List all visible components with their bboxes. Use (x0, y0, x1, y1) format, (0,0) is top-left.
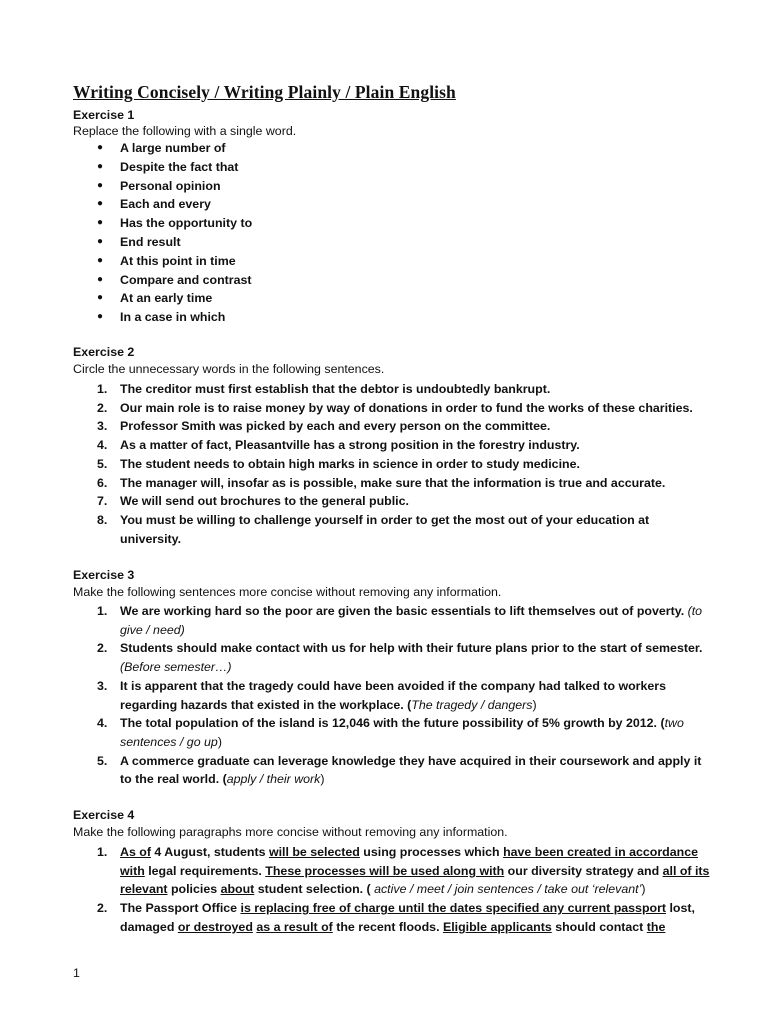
list-item: ● In a case in which (73, 308, 252, 327)
list-item: 1. The creditor must first establish that the debtor is undoubtedly bankrupt. (97, 382, 551, 396)
exercise-2-list (73, 380, 693, 548)
list-item: 1. We are working hard so the poor are given the basic essentials to lift themselves out of poverty. (to give / need) (97, 604, 703, 637)
bullet-icon: ● (97, 254, 104, 266)
list-item: 8. You must be willing to challenge yourself in order to get the most out of your education at university. (97, 512, 650, 546)
exercise-1-instruction: Replace the following with a single word. (73, 124, 297, 138)
bullet-icon: ● (97, 142, 104, 153)
exercise-2-instruction: Circle the unnecessary words in the following sentences. (73, 362, 385, 376)
page-title: Writing Concisely / Writing Plainly / Plain English (73, 82, 456, 102)
exercise-3-list (73, 602, 702, 789)
list-item: ● At an early time (73, 289, 252, 308)
list-item: 5. A commerce graduate can leverage knowledge they have acquired in their coursework and apply it to the real world. (apply / their work) (97, 753, 702, 787)
bullet-icon: ● (97, 292, 104, 304)
list-item: ● Each and every (73, 195, 252, 214)
bullet-icon: ● (97, 198, 104, 210)
exercise-1-heading: Exercise 1 (73, 108, 135, 122)
exercise-2-heading: Exercise 2 (73, 345, 135, 359)
list-item: 3. It is apparent that the tragedy could have been avoided if the company had talked to workers regarding hazards that existed in the workplace. (The tragedy / dangers) (97, 678, 666, 712)
list-item: ● End result (73, 233, 252, 252)
bullet-icon: ● (97, 179, 104, 191)
bullet-icon: ● (97, 311, 104, 323)
list-item: 1. As of 4 August, students will be selected using processes which have been created in accordance with legal requirements. These processes will be used along with our diversity strategy and all of its relevant policies about student selection. ( active / meet / join sentences / take out ‘relevant’) (97, 845, 710, 897)
bullet-icon: ● (97, 160, 104, 172)
exercise-1-list (73, 139, 252, 327)
list-item: 4. As a matter of fact, Pleasantville has a strong position in the forestry industry. (97, 438, 580, 453)
list-item: 3. Professor Smith was picked by each and every person on the committee. (97, 419, 551, 434)
list-item: ● Despite the fact that (73, 158, 252, 177)
exercise-4-instruction: Make the following paragraphs more concise without removing any information. (73, 825, 508, 839)
exercise-4-list (73, 843, 709, 937)
exercise-3-instruction: Make the following sentences more concise without removing any information. (73, 585, 502, 599)
list-item: 6. The manager will, insofar as is possible, make sure that the information is true and accurate. (97, 475, 666, 490)
list-item: ● Personal opinion (73, 177, 252, 196)
list-item: 5. The student needs to obtain high marks in science in order to study medicine. (97, 456, 580, 471)
list-item: 2. Our main role is to raise money by way of donations in order to fund the works of these charities. (97, 400, 693, 415)
list-item: ● Compare and contrast (73, 271, 252, 290)
page-number: 1 (73, 966, 80, 980)
bullet-icon: ● (97, 217, 104, 229)
bullet-icon: ● (97, 273, 104, 285)
list-item: ● At this point in time (73, 252, 252, 271)
exercise-3-heading: Exercise 3 (73, 568, 135, 582)
list-item: ● A large number of (73, 139, 252, 158)
bullet-icon: ● (97, 235, 104, 247)
list-item: 2. Students should make contact with us for help with their future plans prior to the start of semester. (Before semester…) (97, 641, 703, 675)
list-item: 7. We will send out brochures to the general public. (97, 494, 409, 509)
list-item: ● Has the opportunity to (73, 214, 252, 233)
list-item: 2. The Passport Office is replacing free of charge until the dates specified any current passport lost, damaged or destroyed as a result of the recent floods. Eligible applicants should contact the (97, 901, 695, 934)
list-item: 4. The total population of the island is 12,046 with the future possibility of 5% growth by 2012. (two sentences / go up) (97, 716, 684, 749)
exercise-4-heading: Exercise 4 (73, 808, 135, 822)
